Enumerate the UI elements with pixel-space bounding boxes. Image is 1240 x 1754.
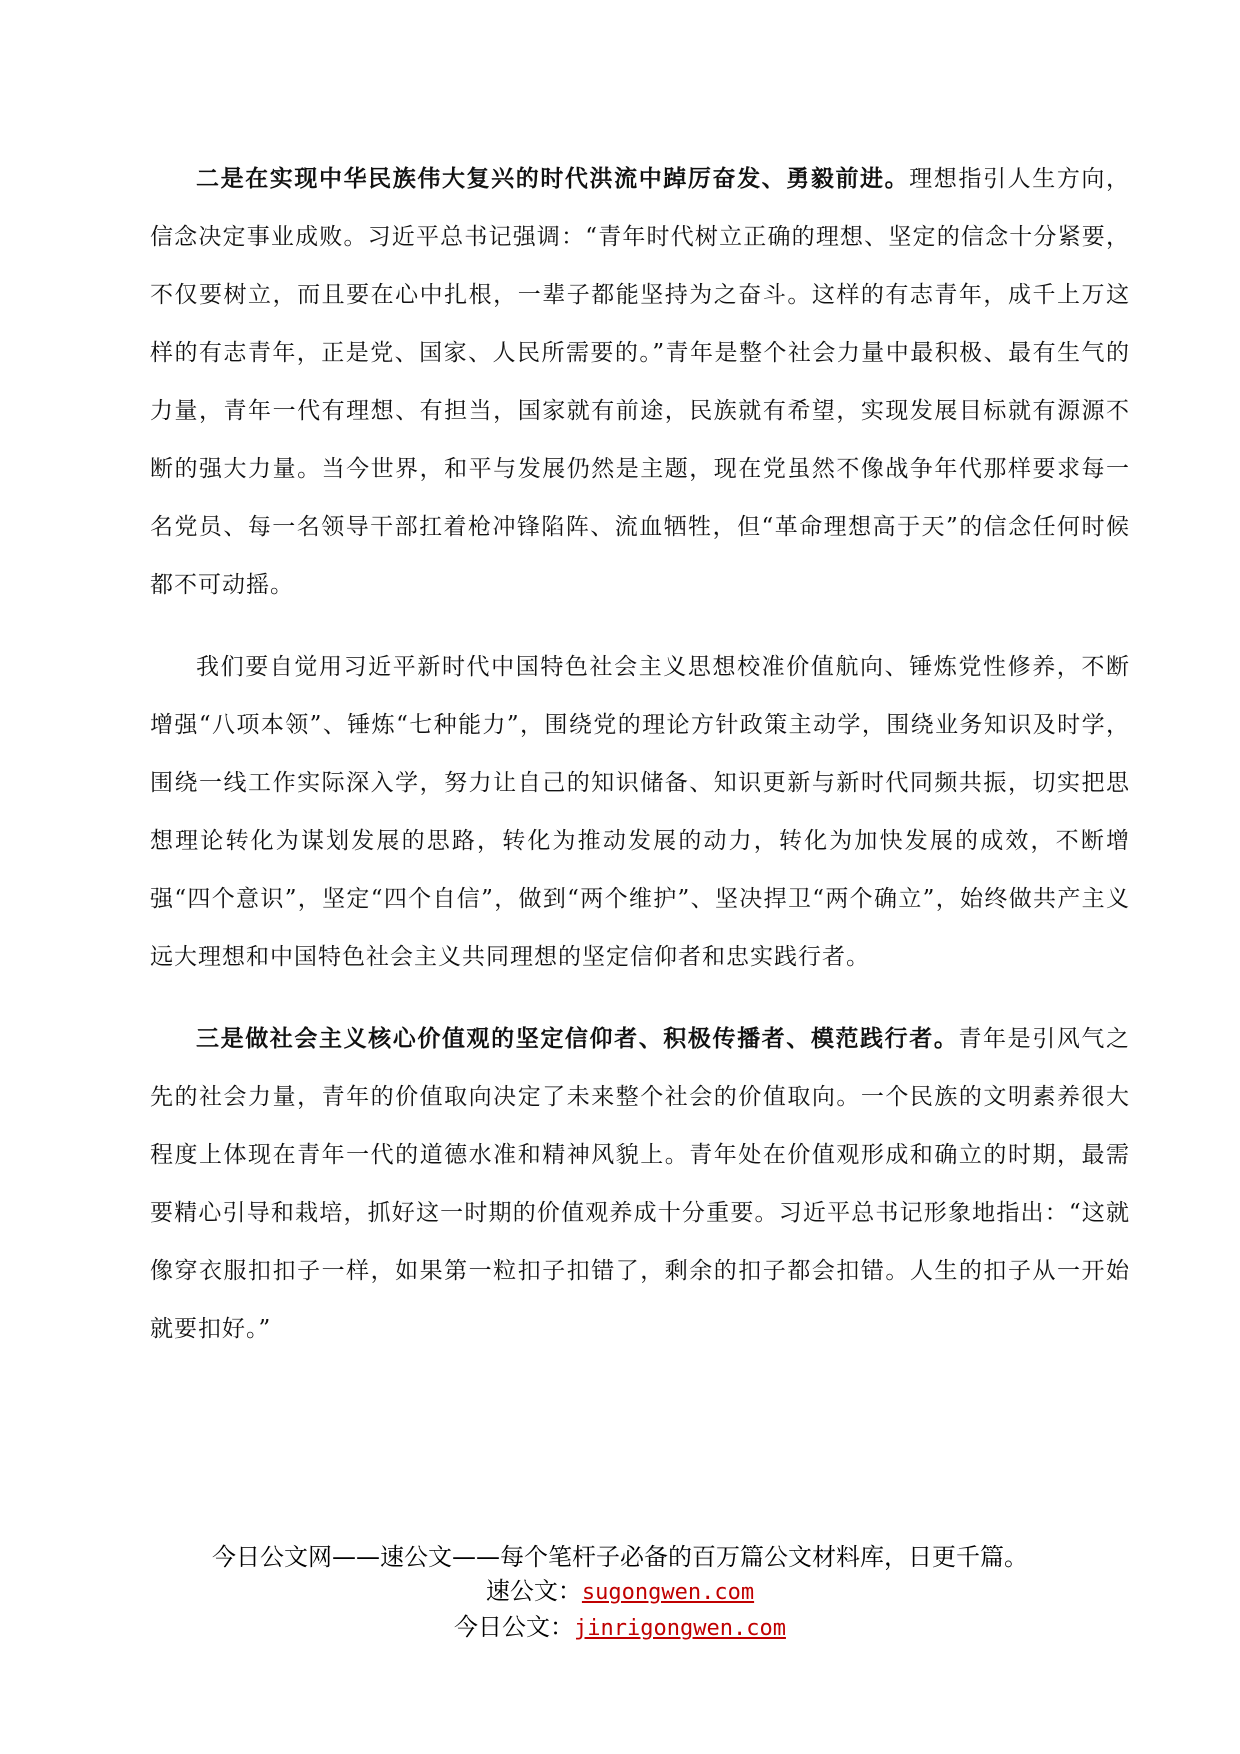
paragraph-3 (150, 1010, 1130, 1358)
paragraph-3-text: 青年是引风气之先的社会力量，青年的价值取向决定了未来整个社会的价值取向。一个民族的文明素养很大程度上体现在青年一代的道德水准和精神风貌上。青年处在价值观形成和确立的时期，最需要精心引导和栽培，抓好这一时期的价值观养成十分重要。习近平总书记形象地指出：“这就像穿衣服扣扣子一样，如果第一粒扣子扣错了，剩余的扣子都会扣错。人生的扣子从一开始就要扣好。” (150, 1026, 1131, 1342)
footer-label-jinrigongwen: 今日公文： (454, 1613, 575, 1641)
paragraph-2 (150, 638, 1130, 986)
paragraph-1-lead: 二是在实现中华民族伟大复兴的时代洪流中踔厉奋发、勇毅前进。 (196, 165, 910, 192)
sugongwen-link[interactable]: sugongwen.com (581, 1580, 755, 1605)
footer-line-jinrigongwen (0, 1610, 1240, 1646)
jinrigongwen-link[interactable]: jinrigongwen.com (574, 1616, 786, 1641)
paragraph-1-text: 理想指引人生方向，信念决定事业成败。习近平总书记强调：“青年时代树立正确的理想、坚定的信念十分紧要，不仅要树立，而且要在心中扎根，一辈子都能坚持为之奋斗。这样的有志青年，成千上万这样的有志青年，正是党、国家、人民所需要的。”青年是整个社会力量中最积极、最有生气的力量，青年一代有理想、有担当，国家就有前途，民族就有希望，实现发展目标就有源源不断的强大力量。当今世界，和平与发展仍然是主题，现在党虽然不像战争年代那样要求每一名党员、每一名领导干部扛着枪冲锋陷阵、流血牺牲，但“革命理想高于天”的信念任何时候都不可动摇。 (150, 166, 1131, 598)
footer-slogan: 今日公文网——速公文——每个笔杆子必备的百万篇公文材料库，日更千篇。 (212, 1543, 1028, 1571)
footer-label-sugongwen: 速公文： (485, 1577, 582, 1605)
page-footer (0, 1540, 1240, 1646)
document-body (150, 150, 1130, 1382)
footer-line-sugongwen (0, 1574, 1240, 1610)
paragraph-3-lead: 三是做社会主义核心价值观的坚定信仰者、积极传播者、模范践行者。 (196, 1025, 959, 1052)
paragraph-1 (150, 150, 1130, 614)
paragraph-2-text: 我们要自觉用习近平新时代中国特色社会主义思想校准价值航向、锤炼党性修养，不断增强“八项本领”、锤炼“七种能力”，围绕党的理论方针政策主动学，围绕业务知识及时学，围绕一线工作实际深入学，努力让自己的知识储备、知识更新与新时代同频共振，切实把思想理论转化为谋划发展的思路，转化为推动发展的动力，转化为加快发展的成效，不断增强“四个意识”，坚定“四个自信”，做到“两个维护”、坚决捍卫“两个确立”，始终做共产主义远大理想和中国特色社会主义共同理想的坚定信仰者和忠实践行者。 (150, 654, 1130, 970)
